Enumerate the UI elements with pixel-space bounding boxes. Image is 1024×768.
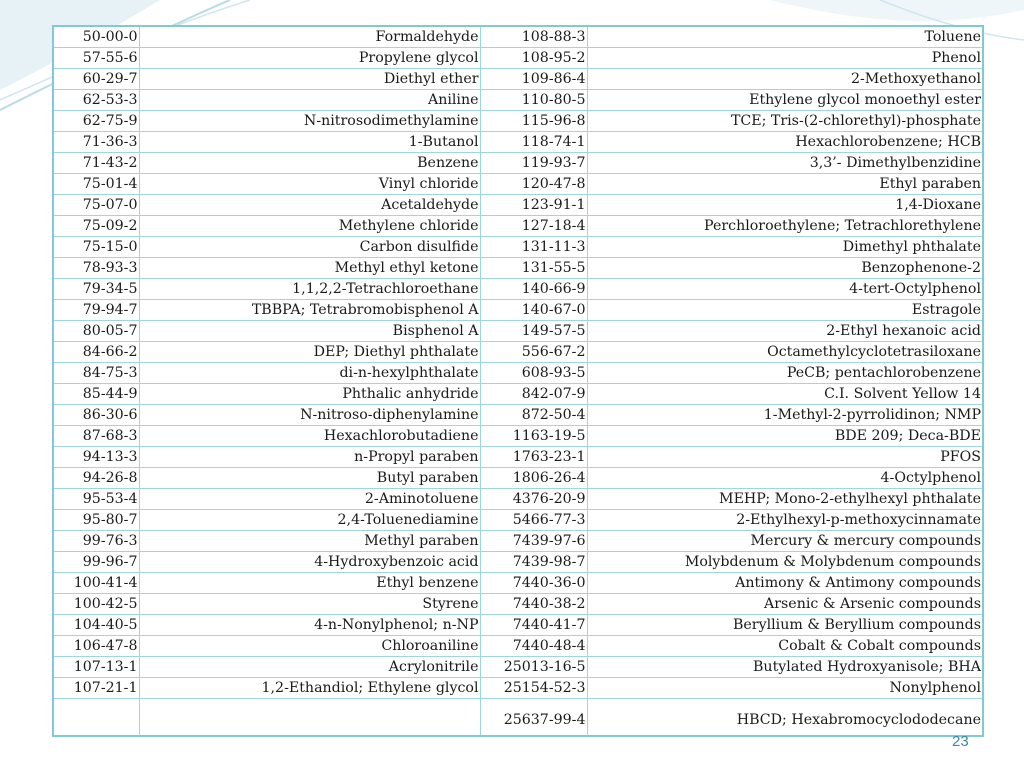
cas-number-right: 120-47-8 <box>480 174 587 195</box>
substance-name-right: Estragole <box>587 300 983 321</box>
cas-number-left: 84-75-3 <box>53 363 139 384</box>
cas-number-left: 75-15-0 <box>53 237 139 258</box>
substance-name-left: Vinyl chloride <box>139 174 480 195</box>
substance-name-left: TBBPA; Tetrabromobisphenol A <box>139 300 480 321</box>
table-row <box>53 279 983 300</box>
substance-name-right: Octamethylcyclotetrasiloxane <box>587 342 983 363</box>
table-row <box>53 531 983 552</box>
substance-name-right: HBCD; Hexabromocyclododecane <box>587 699 983 737</box>
cas-number-left: 62-53-3 <box>53 90 139 111</box>
cas-number-right: 1763-23-1 <box>480 447 587 468</box>
cas-number-left: 95-53-4 <box>53 489 139 510</box>
cas-number-left: 71-36-3 <box>53 132 139 153</box>
substance-name-left: 2,4-Toluenediamine <box>139 510 480 531</box>
substance-name-left: Phthalic anhydride <box>139 384 480 405</box>
table-row <box>53 237 983 258</box>
table-row <box>53 26 983 48</box>
substance-name-left: Styrene <box>139 594 480 615</box>
cas-number-right: 7440-36-0 <box>480 573 587 594</box>
table-row <box>53 216 983 237</box>
substance-name-right: 1,4-Dioxane <box>587 195 983 216</box>
substance-name-left: N-nitroso-diphenylamine <box>139 405 480 426</box>
substance-name-right: Benzophenone-2 <box>587 258 983 279</box>
cas-number-right: 4376-20-9 <box>480 489 587 510</box>
substance-name-right: Ethyl paraben <box>587 174 983 195</box>
substance-name-right: Ethylene glycol monoethyl ester <box>587 90 983 111</box>
substance-name-left: 1,2-Ethandiol; Ethylene glycol <box>139 678 480 699</box>
cas-number-right: 118-74-1 <box>480 132 587 153</box>
substance-name-left: Propylene glycol <box>139 48 480 69</box>
table-row <box>53 405 983 426</box>
table-row <box>53 699 983 737</box>
substance-name-left: Methyl ethyl ketone <box>139 258 480 279</box>
cas-number-left: 100-41-4 <box>53 573 139 594</box>
substance-name-right: 2-Ethyl hexanoic acid <box>587 321 983 342</box>
cas-number-right: 115-96-8 <box>480 111 587 132</box>
cas-number-left: 50-00-0 <box>53 26 139 48</box>
substance-name-left: 2-Aminotoluene <box>139 489 480 510</box>
table-row <box>53 489 983 510</box>
substance-name-right: 4-tert-Octylphenol <box>587 279 983 300</box>
cas-number-right: 608-93-5 <box>480 363 587 384</box>
substance-name-left: Acetaldehyde <box>139 195 480 216</box>
cas-number-left: 78-93-3 <box>53 258 139 279</box>
table-row <box>53 363 983 384</box>
table-row <box>53 447 983 468</box>
table-row <box>53 90 983 111</box>
cas-number-right: 872-50-4 <box>480 405 587 426</box>
table-row <box>53 573 983 594</box>
cas-number-right: 842-07-9 <box>480 384 587 405</box>
substance-name-right: Beryllium & Beryllium compounds <box>587 615 983 636</box>
cas-number-right: 25637-99-4 <box>480 699 587 737</box>
cas-number-left: 79-34-5 <box>53 279 139 300</box>
cas-number-right: 109-86-4 <box>480 69 587 90</box>
substance-name-left: Bisphenol A <box>139 321 480 342</box>
cas-number-left: 86-30-6 <box>53 405 139 426</box>
table-row <box>53 174 983 195</box>
cas-number-right: 556-67-2 <box>480 342 587 363</box>
substance-name-right: Molybdenum & Molybdenum compounds <box>587 552 983 573</box>
substance-name-right: Toluene <box>587 26 983 48</box>
cas-number-left: 94-26-8 <box>53 468 139 489</box>
cas-number-right: 7440-48-4 <box>480 636 587 657</box>
table-row <box>53 426 983 447</box>
cas-number-right: 108-88-3 <box>480 26 587 48</box>
cas-number-left: 85-44-9 <box>53 384 139 405</box>
table-row <box>53 636 983 657</box>
cas-number-left: 94-13-3 <box>53 447 139 468</box>
chemical-table-container <box>52 25 982 733</box>
substance-name-left: di-n-hexylphthalate <box>139 363 480 384</box>
substance-name-right: Nonylphenol <box>587 678 983 699</box>
cas-number-left: 71-43-2 <box>53 153 139 174</box>
substance-name-right: Mercury & mercury compounds <box>587 531 983 552</box>
cas-number-right: 7439-98-7 <box>480 552 587 573</box>
substance-name-left: Benzene <box>139 153 480 174</box>
substance-name-left: Methylene chloride <box>139 216 480 237</box>
cas-number-left: 87-68-3 <box>53 426 139 447</box>
cas-number-left: 60-29-7 <box>53 69 139 90</box>
substance-name-right: Phenol <box>587 48 983 69</box>
cas-number-left: 107-21-1 <box>53 678 139 699</box>
substance-name-left: Methyl paraben <box>139 531 480 552</box>
substance-name-left: Aniline <box>139 90 480 111</box>
cas-number-right: 25154-52-3 <box>480 678 587 699</box>
substance-name-right: Dimethyl phthalate <box>587 237 983 258</box>
chemical-table <box>52 25 984 737</box>
substance-name-right: 1-Methyl-2-pyrrolidinon; NMP <box>587 405 983 426</box>
table-row <box>53 153 983 174</box>
cas-number-left: 80-05-7 <box>53 321 139 342</box>
substance-name-left: Formaldehyde <box>139 26 480 48</box>
page-number: 23 <box>952 733 969 750</box>
cas-number-right: 131-55-5 <box>480 258 587 279</box>
cas-number-right: 1806-26-4 <box>480 468 587 489</box>
table-row <box>53 195 983 216</box>
cas-number-left: 107-13-1 <box>53 657 139 678</box>
table-row <box>53 384 983 405</box>
cas-number-right: 110-80-5 <box>480 90 587 111</box>
cas-number-left: 99-96-7 <box>53 552 139 573</box>
substance-name-left: Chloroaniline <box>139 636 480 657</box>
cas-number-right: 123-91-1 <box>480 195 587 216</box>
cas-number-left: 62-75-9 <box>53 111 139 132</box>
cas-number-left: 79-94-7 <box>53 300 139 321</box>
cas-number-right: 127-18-4 <box>480 216 587 237</box>
substance-name-right: MEHP; Mono-2-ethylhexyl phthalate <box>587 489 983 510</box>
substance-name-left: Acrylonitrile <box>139 657 480 678</box>
substance-name-left: Butyl paraben <box>139 468 480 489</box>
substance-name-left: DEP; Diethyl phthalate <box>139 342 480 363</box>
table-row <box>53 342 983 363</box>
table-row <box>53 258 983 279</box>
substance-name-left: N-nitrosodimethylamine <box>139 111 480 132</box>
cas-number-left: 75-09-2 <box>53 216 139 237</box>
substance-name-right: PFOS <box>587 447 983 468</box>
cas-number-left: 75-01-4 <box>53 174 139 195</box>
cas-number-right: 5466-77-3 <box>480 510 587 531</box>
table-row <box>53 111 983 132</box>
cas-number-left <box>53 699 139 737</box>
substance-name-right: TCE; Tris-(2-chlorethyl)-phosphate <box>587 111 983 132</box>
substance-name-right: C.I. Solvent Yellow 14 <box>587 384 983 405</box>
cas-number-right: 131-11-3 <box>480 237 587 258</box>
cas-number-left: 84-66-2 <box>53 342 139 363</box>
table-row <box>53 300 983 321</box>
substance-name-right: Butylated Hydroxyanisole; BHA <box>587 657 983 678</box>
substance-name-left: 4-Hydroxybenzoic acid <box>139 552 480 573</box>
cas-number-right: 140-67-0 <box>480 300 587 321</box>
cas-number-right: 119-93-7 <box>480 153 587 174</box>
table-row <box>53 69 983 90</box>
substance-name-right: 2-Ethylhexyl-p-methoxycinnamate <box>587 510 983 531</box>
cas-number-right: 7439-97-6 <box>480 531 587 552</box>
table-row <box>53 657 983 678</box>
cas-number-right: 7440-38-2 <box>480 594 587 615</box>
cas-number-right: 140-66-9 <box>480 279 587 300</box>
table-row <box>53 48 983 69</box>
substance-name-right: 3,3’- Dimethylbenzidine <box>587 153 983 174</box>
substance-name-left: 4-n-Nonylphenol; n-NP <box>139 615 480 636</box>
table-row <box>53 594 983 615</box>
cas-number-left: 57-55-6 <box>53 48 139 69</box>
substance-name-left: Ethyl benzene <box>139 573 480 594</box>
substance-name-right: BDE 209; Deca-BDE <box>587 426 983 447</box>
cas-number-left: 95-80-7 <box>53 510 139 531</box>
chemical-table-body <box>53 26 983 736</box>
cas-number-right: 149-57-5 <box>480 321 587 342</box>
table-row <box>53 132 983 153</box>
cas-number-right: 1163-19-5 <box>480 426 587 447</box>
substance-name-right: Antimony & Antimony compounds <box>587 573 983 594</box>
substance-name-left: Hexachlorobutadiene <box>139 426 480 447</box>
substance-name-right: PeCB; pentachlorobenzene <box>587 363 983 384</box>
substance-name-left: Diethyl ether <box>139 69 480 90</box>
substance-name-left: Carbon disulfide <box>139 237 480 258</box>
cas-number-left: 104-40-5 <box>53 615 139 636</box>
cas-number-right: 25013-16-5 <box>480 657 587 678</box>
substance-name-right: Cobalt & Cobalt compounds <box>587 636 983 657</box>
substance-name-left: 1-Butanol <box>139 132 480 153</box>
substance-name-right: Perchloroethylene; Tetrachlorethylene <box>587 216 983 237</box>
substance-name-right: Arsenic & Arsenic compounds <box>587 594 983 615</box>
cas-number-left: 106-47-8 <box>53 636 139 657</box>
substance-name-right: 4-Octylphenol <box>587 468 983 489</box>
table-row <box>53 552 983 573</box>
table-row <box>53 678 983 699</box>
substance-name-right: Hexachlorobenzene; HCB <box>587 132 983 153</box>
substance-name-left: n-Propyl paraben <box>139 447 480 468</box>
cas-number-left: 100-42-5 <box>53 594 139 615</box>
substance-name-left: 1,1,2,2-Tetrachloroethane <box>139 279 480 300</box>
table-row <box>53 615 983 636</box>
cas-number-left: 75-07-0 <box>53 195 139 216</box>
cas-number-left: 99-76-3 <box>53 531 139 552</box>
table-row <box>53 468 983 489</box>
cas-number-right: 108-95-2 <box>480 48 587 69</box>
substance-name-right: 2-Methoxyethanol <box>587 69 983 90</box>
cas-number-right: 7440-41-7 <box>480 615 587 636</box>
table-row <box>53 510 983 531</box>
table-row <box>53 321 983 342</box>
substance-name-left <box>139 699 480 737</box>
